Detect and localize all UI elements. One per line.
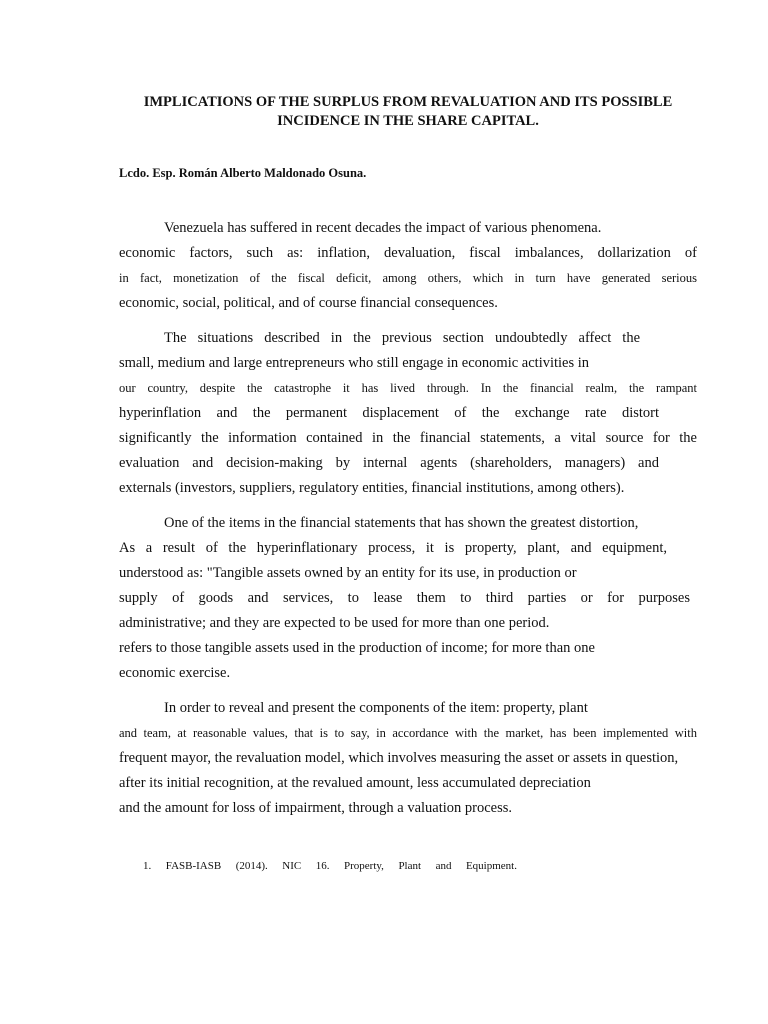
title-line: IMPLICATIONS OF THE SURPLUS FROM REVALUATION AND ITS POSSIBLE xyxy=(143,94,673,110)
text-line: after its initial recognition, at the revalued amount, less accumulated depreciation xyxy=(119,775,591,791)
author-line: Lcdo. Esp. Román Alberto Maldonado Osuna. xyxy=(119,166,367,180)
text-line: significantly the information contained in the financial statements, a vital source for the xyxy=(119,430,697,446)
text-line: and the amount for loss of impairment, through a valuation process. xyxy=(119,800,513,816)
text-line: and team, at reasonable values, that is to say, in accordance with the market, has been implemented with xyxy=(119,726,697,740)
paragraph-1 xyxy=(119,216,697,316)
paragraph-2 xyxy=(119,326,697,501)
paragraph-3 xyxy=(119,511,697,686)
text-line: economic factors, such as: inflation, devaluation, fiscal imbalances, dollarization of xyxy=(119,245,697,261)
text-line: One of the items in the financial statements that has shown the greatest distortion, xyxy=(164,515,639,531)
text-line: externals (investors, suppliers, regulatory entities, financial institutions, among others). xyxy=(119,480,625,496)
paragraph-4 xyxy=(119,696,697,821)
text-line: economic, social, political, and of course financial consequences. xyxy=(119,295,498,311)
title-line: INCIDENCE IN THE SHARE CAPITAL. xyxy=(277,113,539,129)
text-line: supply of goods and services, to lease them to third parties or for purposes xyxy=(119,590,690,606)
text-line: As a result of the hyperinflationary process, it is property, plant, and equipment, xyxy=(119,540,667,556)
footnote: 1. FASB-IASB (2014). NIC 16. Property, Plant and Equipment. xyxy=(143,860,517,872)
text-line: The situations described in the previous section undoubtedly affect the xyxy=(164,330,640,346)
text-line: small, medium and large entrepreneurs who still engage in economic activities in xyxy=(119,355,590,371)
text-line: in fact, monetization of the fiscal deficit, among others, which in turn have generated serious xyxy=(119,271,697,285)
text-line: refers to those tangible assets used in the production of income; for more than one xyxy=(119,640,595,656)
text-line: understood as: "Tangible assets owned by an entity for its use, in production or xyxy=(119,565,577,581)
text-line: In order to reveal and present the components of the item: property, plant xyxy=(164,700,588,716)
document-title xyxy=(100,93,716,131)
text-line: administrative; and they are expected to be used for more than one period. xyxy=(119,615,550,631)
text-line: our country, despite the catastrophe it has lived through. In the financial realm, the rampant xyxy=(119,381,697,395)
text-line: economic exercise. xyxy=(119,665,231,681)
text-line: hyperinflation and the permanent displacement of the exchange rate distort xyxy=(119,405,659,421)
document-body xyxy=(119,216,697,831)
text-line: frequent mayor, the revaluation model, which involves measuring the asset or assets in question, xyxy=(119,750,679,766)
text-line: Venezuela has suffered in recent decades the impact of various phenomena. xyxy=(164,220,602,236)
text-line: evaluation and decision-making by internal agents (shareholders, managers) and xyxy=(119,455,659,471)
